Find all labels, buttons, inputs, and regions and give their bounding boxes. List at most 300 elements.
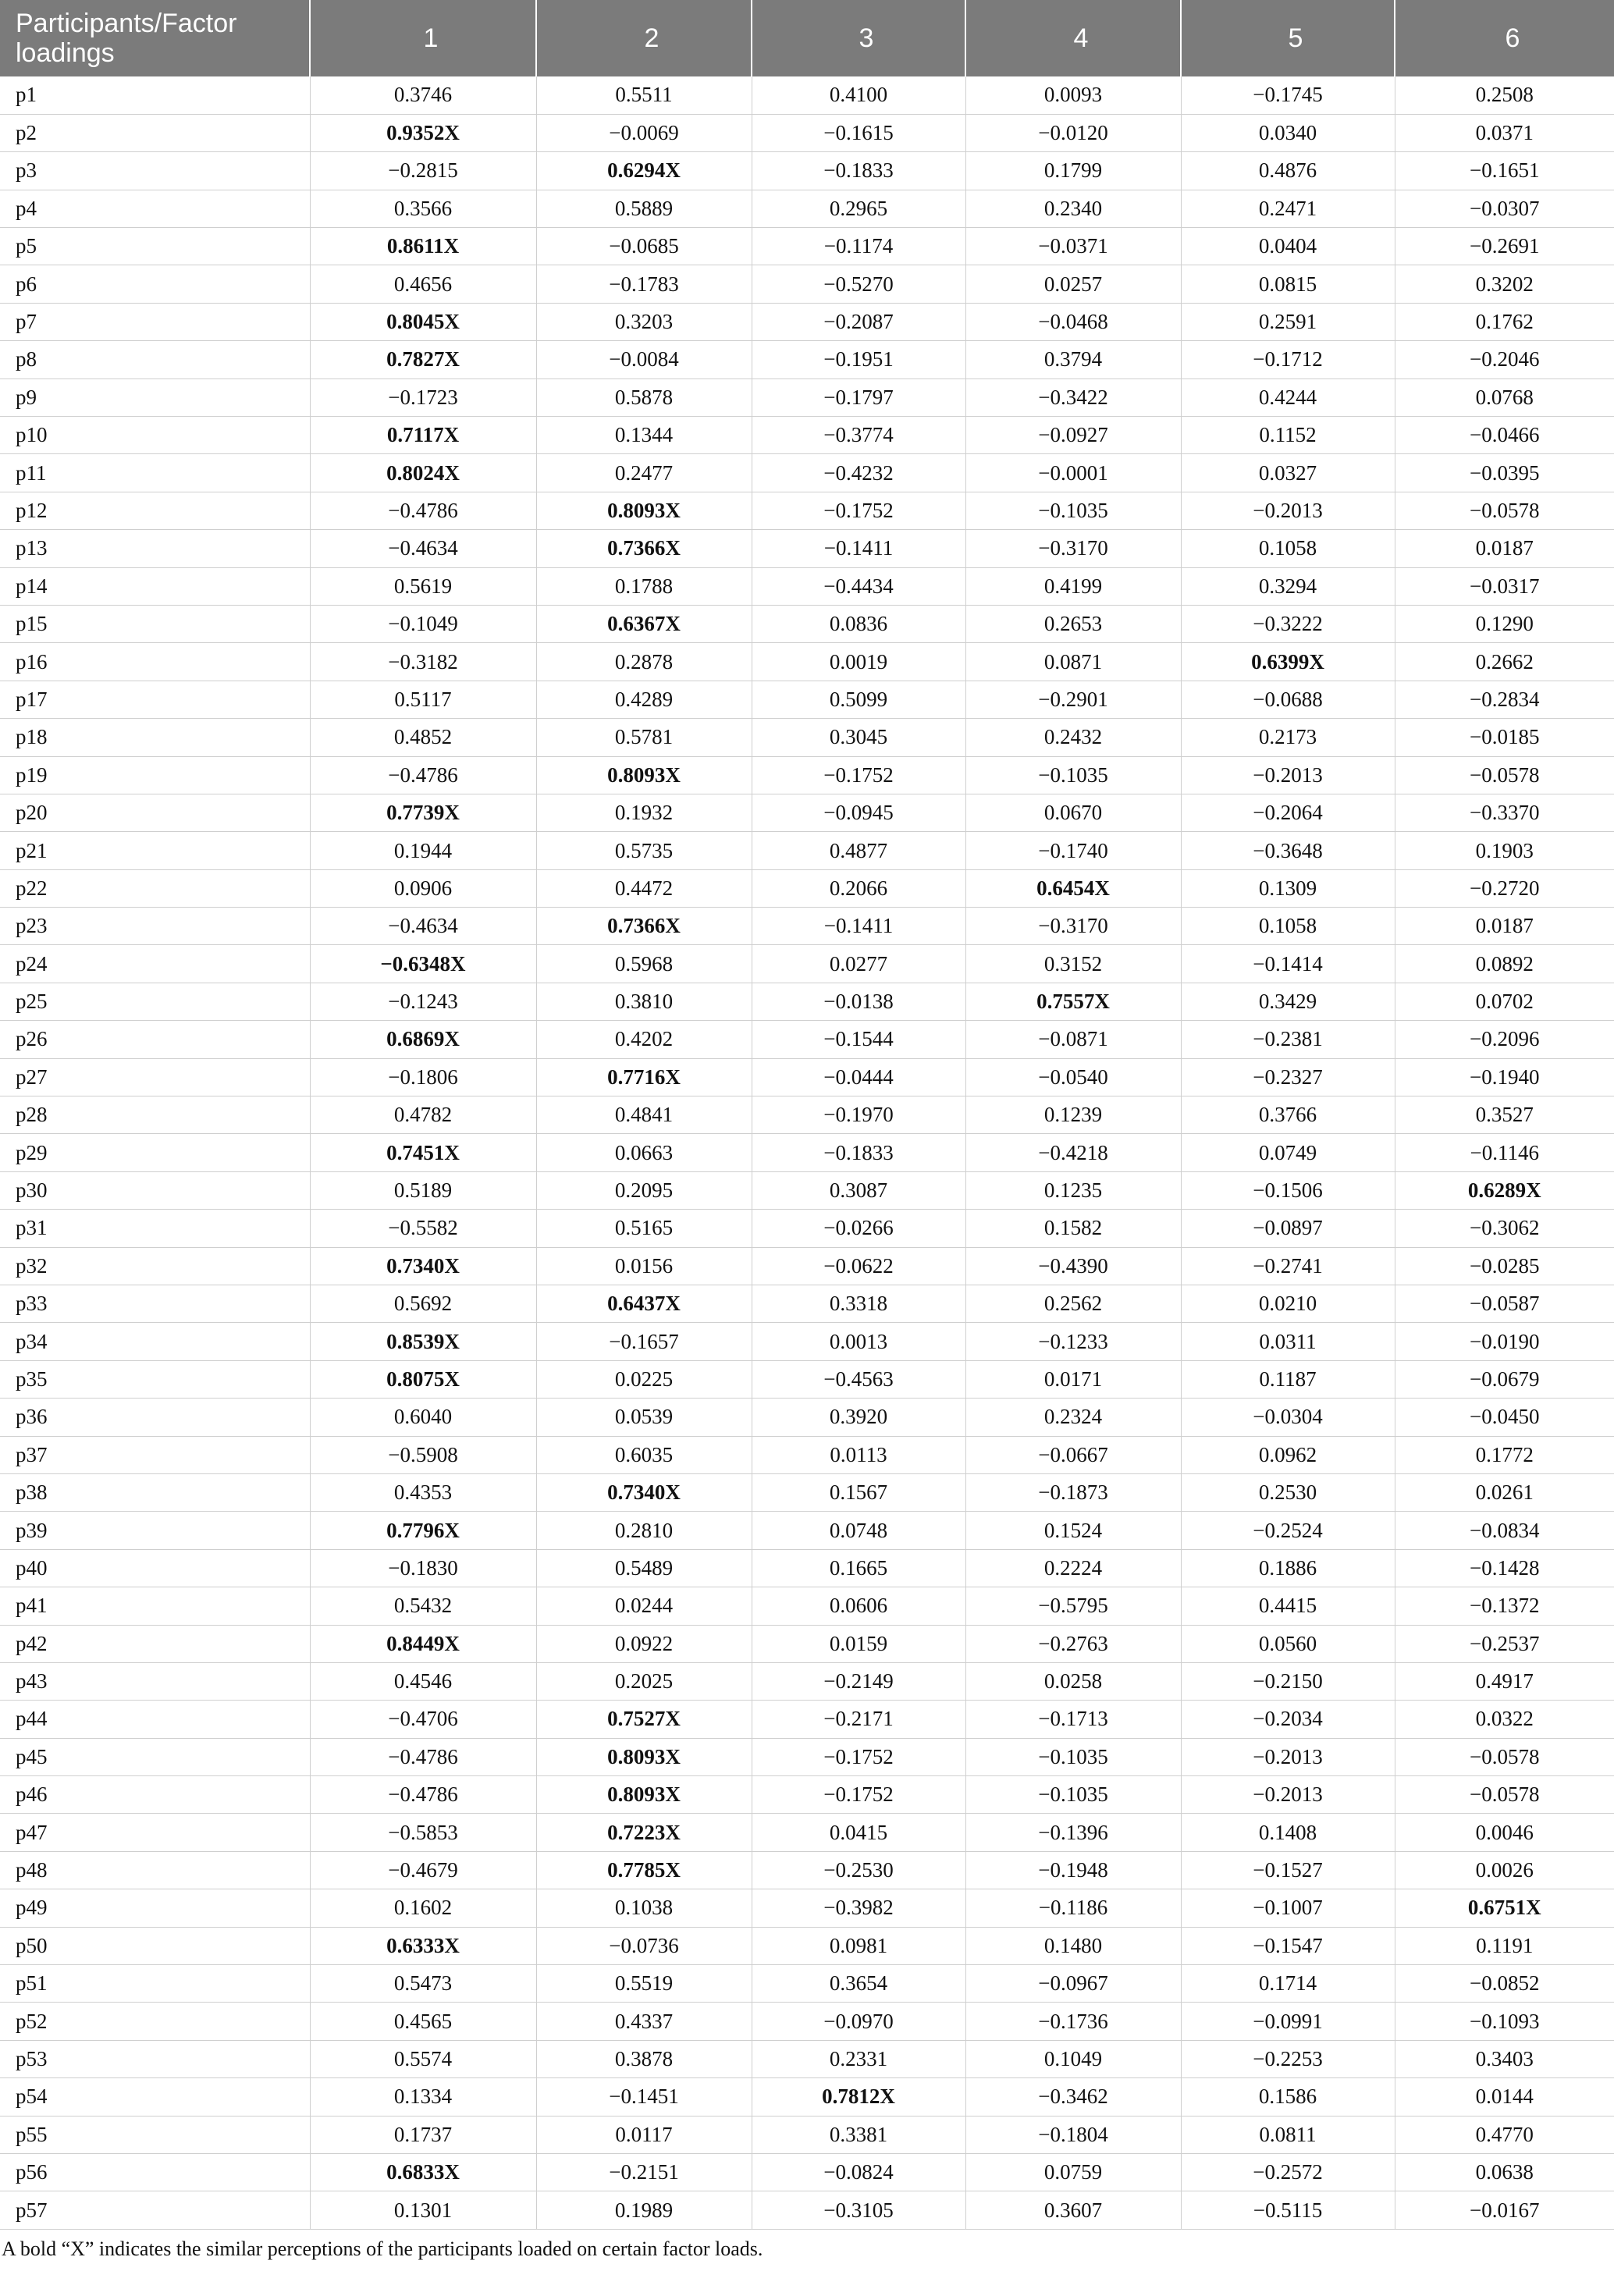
table-row [0,1587,1614,1625]
loading-factor-3: 0.0113 [752,1436,965,1473]
participant-id: p38 [0,1473,310,1511]
table-row [0,908,1614,945]
loading-factor-1: 0.9352X [310,114,536,151]
loading-factor-4: 0.1049 [965,2040,1181,2077]
loading-factor-3: −0.1833 [752,1134,965,1171]
participant-id: p2 [0,114,310,151]
table-row [0,417,1614,454]
loading-factor-5: 0.0311 [1181,1323,1395,1360]
loading-factor-4: −0.1233 [965,1323,1181,1360]
participant-id: p11 [0,454,310,492]
loading-factor-4: 0.1239 [965,1096,1181,1134]
loading-factor-3: −0.4232 [752,454,965,492]
loading-factor-6: 0.1903 [1395,832,1614,869]
loading-factor-5: −0.2064 [1181,794,1395,831]
loading-factor-6: 0.0026 [1395,1851,1614,1889]
participant-id: p21 [0,832,310,869]
loading-factor-4: −0.3170 [965,908,1181,945]
loading-factor-4: 0.1582 [965,1210,1181,1247]
loading-factor-4: 0.3152 [965,945,1181,983]
loading-factor-1: 0.5189 [310,1171,536,1209]
loading-factor-3: −0.2149 [752,1662,965,1700]
loading-factor-4: −0.2901 [965,681,1181,718]
loading-factor-1: −0.6348X [310,945,536,983]
table-row [0,1323,1614,1360]
loading-factor-3: 0.0836 [752,605,965,642]
loading-factor-5: 0.1058 [1181,530,1395,567]
loading-factor-1: −0.1830 [310,1549,536,1587]
loading-factor-3: −0.0970 [752,2003,965,2040]
loading-factor-4: −0.1035 [965,1738,1181,1775]
loading-factor-6: −0.1146 [1395,1134,1614,1171]
participant-id: p35 [0,1360,310,1398]
loading-factor-4: −0.3170 [965,530,1181,567]
loading-factor-3: 0.7812X [752,2078,965,2116]
table-row [0,1399,1614,1436]
loading-factor-1: 0.7340X [310,1247,536,1285]
loading-factor-5: −0.1527 [1181,1851,1395,1889]
loading-factor-1: 0.7796X [310,1512,536,1549]
table-row [0,454,1614,492]
participant-id: p33 [0,1285,310,1323]
loading-factor-1: 0.6333X [310,1927,536,1964]
loading-factor-1: −0.4786 [310,492,536,529]
loading-factor-6: 0.0144 [1395,2078,1614,2116]
loading-factor-4: 0.6454X [965,869,1181,907]
loading-factor-5: −0.1007 [1181,1889,1395,1927]
participant-id: p15 [0,605,310,642]
table-row [0,1210,1614,1247]
participant-id: p23 [0,908,310,945]
loading-factor-5: −0.2013 [1181,1738,1395,1775]
table-row [0,567,1614,605]
participant-id: p19 [0,756,310,794]
participant-id: p6 [0,265,310,303]
loading-factor-1: −0.4786 [310,1738,536,1775]
loading-factor-3: −0.1752 [752,492,965,529]
loading-factor-6: 0.0892 [1395,945,1614,983]
loading-factor-6: 0.1772 [1395,1436,1614,1473]
loading-factor-6: 0.4770 [1395,2116,1614,2153]
table-row [0,2040,1614,2077]
loading-factor-5: −0.2013 [1181,756,1395,794]
header-participants: Participants/Factor loadings [0,0,310,76]
loading-factor-6: 0.0187 [1395,908,1614,945]
loading-factor-1: −0.4786 [310,756,536,794]
loading-factor-3: −0.3982 [752,1889,965,1927]
loading-factor-4: −0.1035 [965,756,1181,794]
loading-factor-5: −0.0991 [1181,2003,1395,2040]
loading-factor-6: 0.1290 [1395,605,1614,642]
loading-factor-1: 0.5117 [310,681,536,718]
loading-factor-2: 0.7716X [536,1058,752,1096]
loading-factor-2: 0.0539 [536,1399,752,1436]
loading-factor-2: 0.0922 [536,1625,752,1662]
participant-id: p14 [0,567,310,605]
loading-factor-4: −0.1873 [965,1473,1181,1511]
loading-factor-3: 0.0606 [752,1587,965,1625]
loading-factor-6: 0.0046 [1395,1814,1614,1851]
table-row [0,1436,1614,1473]
loading-factor-3: 0.3920 [752,1399,965,1436]
loading-factor-6: 0.3202 [1395,265,1614,303]
table-row [0,1701,1614,1738]
loading-factor-3: −0.1752 [752,756,965,794]
participant-id: p31 [0,1210,310,1247]
loading-factor-4: 0.1524 [965,1512,1181,1549]
table-row [0,1360,1614,1398]
loading-factor-6: −0.0395 [1395,454,1614,492]
loading-factor-2: 0.6367X [536,605,752,642]
loading-factor-2: −0.0069 [536,114,752,151]
loading-factor-5: −0.1414 [1181,945,1395,983]
participant-id: p57 [0,2191,310,2229]
participant-id: p37 [0,1436,310,1473]
loading-factor-6: 0.3403 [1395,2040,1614,2077]
header-factor-2: 2 [536,0,752,76]
table-row [0,1512,1614,1549]
loading-factor-3: 0.4877 [752,832,965,869]
loading-factor-2: 0.3203 [536,303,752,340]
loading-factor-6: −0.0190 [1395,1323,1614,1360]
loading-factor-3: 0.3654 [752,1965,965,2003]
loading-factor-5: 0.1886 [1181,1549,1395,1587]
table-row [0,2153,1614,2191]
loading-factor-6: 0.3527 [1395,1096,1614,1134]
loading-factor-6: −0.0578 [1395,1738,1614,1775]
loading-factor-5: −0.2381 [1181,1021,1395,1058]
loading-factor-1: −0.1243 [310,983,536,1020]
participant-id: p29 [0,1134,310,1171]
loading-factor-6: 0.0638 [1395,2153,1614,2191]
loading-factor-5: −0.1745 [1181,76,1395,114]
loading-factor-6: −0.0578 [1395,1776,1614,1814]
loading-factor-1: 0.8449X [310,1625,536,1662]
loading-factor-2: 0.5889 [536,190,752,227]
loading-factor-5: 0.0815 [1181,265,1395,303]
loading-factor-4: −0.1396 [965,1814,1181,1851]
loading-factor-6: 0.1191 [1395,1927,1614,1964]
participant-id: p4 [0,190,310,227]
loading-factor-6: −0.3370 [1395,794,1614,831]
loading-factor-4: −0.0871 [965,1021,1181,1058]
loading-factor-6: −0.1372 [1395,1587,1614,1625]
loading-factor-6: 0.0261 [1395,1473,1614,1511]
loading-factor-5: −0.2013 [1181,492,1395,529]
loading-factor-3: −0.2171 [752,1701,965,1738]
loading-factor-2: 0.6035 [536,1436,752,1473]
participant-id: p18 [0,719,310,756]
loading-factor-2: 0.5165 [536,1210,752,1247]
loading-factor-3: 0.3087 [752,1171,965,1209]
table-row [0,152,1614,190]
loading-factor-2: 0.8093X [536,1776,752,1814]
loading-factor-4: −0.3462 [965,2078,1181,2116]
loading-factor-6: −0.0450 [1395,1399,1614,1436]
loading-factor-3: −0.1411 [752,908,965,945]
loading-factor-3: 0.2331 [752,2040,965,2077]
loading-factor-3: 0.0748 [752,1512,965,1549]
loading-factor-2: 0.1932 [536,794,752,831]
loading-factor-3: 0.2965 [752,190,965,227]
loading-factor-2: 0.2025 [536,1662,752,1700]
loading-factor-3: −0.1174 [752,228,965,265]
loading-factor-2: 0.1038 [536,1889,752,1927]
loading-factor-3: −0.2530 [752,1851,965,1889]
loading-factor-4: 0.2562 [965,1285,1181,1323]
loading-factor-5: 0.2173 [1181,719,1395,756]
loading-factor-6: −0.2096 [1395,1021,1614,1058]
participant-id: p26 [0,1021,310,1058]
loading-factor-6: 0.2662 [1395,643,1614,681]
table-row [0,341,1614,379]
participant-id: p56 [0,2153,310,2191]
table-row [0,756,1614,794]
loading-factor-5: 0.6399X [1181,643,1395,681]
header-row [0,0,1614,76]
loading-factor-1: 0.8539X [310,1323,536,1360]
table-body [0,76,1614,2229]
loading-factor-3: −0.2087 [752,303,965,340]
loading-factor-2: 0.2477 [536,454,752,492]
table-row [0,1814,1614,1851]
loading-factor-3: 0.2066 [752,869,965,907]
table-row [0,1776,1614,1814]
loading-factor-1: 0.4565 [310,2003,536,2040]
loading-factor-6: −0.2691 [1395,228,1614,265]
loading-factor-1: −0.4634 [310,530,536,567]
loading-factor-1: −0.4706 [310,1701,536,1738]
loading-factor-4: 0.0759 [965,2153,1181,2191]
loading-factor-5: −0.2034 [1181,1701,1395,1738]
loading-factor-5: 0.0811 [1181,2116,1395,2153]
loading-factor-1: 0.4353 [310,1473,536,1511]
loading-factor-3: 0.3045 [752,719,965,756]
loading-factor-6: −0.1093 [1395,2003,1614,2040]
loading-factor-1: 0.3566 [310,190,536,227]
loading-factor-4: −0.0927 [965,417,1181,454]
loading-factor-3: −0.0266 [752,1210,965,1247]
loading-factor-2: 0.7366X [536,530,752,567]
loading-factor-3: 0.0019 [752,643,965,681]
loading-factor-6: 0.0371 [1395,114,1614,151]
participant-id: p54 [0,2078,310,2116]
loading-factor-4: −0.1948 [965,1851,1181,1889]
loading-factor-6: −0.0307 [1395,190,1614,227]
loading-factor-4: −0.1713 [965,1701,1181,1738]
loading-factor-4: 0.2224 [965,1549,1181,1587]
table-row [0,492,1614,529]
loading-factor-1: 0.5473 [310,1965,536,2003]
header-factor-6: 6 [1395,0,1614,76]
loading-factor-1: 0.1737 [310,2116,536,2153]
loading-factor-1: −0.4786 [310,1776,536,1814]
loading-factor-4: −0.0667 [965,1436,1181,1473]
participant-id: p43 [0,1662,310,1700]
loading-factor-6: 0.4917 [1395,1662,1614,1700]
loading-factor-4: 0.0171 [965,1360,1181,1398]
participant-id: p41 [0,1587,310,1625]
participant-id: p27 [0,1058,310,1096]
table-row [0,2191,1614,2229]
loading-factor-1: 0.1944 [310,832,536,869]
loading-factor-5: −0.1547 [1181,1927,1395,1964]
table-row [0,303,1614,340]
loading-factor-5: 0.0560 [1181,1625,1395,1662]
loading-factor-2: −0.0736 [536,1927,752,1964]
table-row [0,869,1614,907]
loading-factor-2: 0.5781 [536,719,752,756]
loading-factor-3: 0.3318 [752,1285,965,1323]
loading-factor-6: −0.3062 [1395,1210,1614,1247]
loading-factor-5: 0.2591 [1181,303,1395,340]
loading-factor-2: 0.7340X [536,1473,752,1511]
participant-id: p36 [0,1399,310,1436]
loading-factor-2: 0.2878 [536,643,752,681]
loading-factor-6: 0.6751X [1395,1889,1614,1927]
loading-factor-1: 0.6833X [310,2153,536,2191]
loading-factor-3: 0.4100 [752,76,965,114]
table-row [0,1965,1614,2003]
table-row [0,228,1614,265]
loading-factor-5: 0.4876 [1181,152,1395,190]
table-row [0,832,1614,869]
participant-id: p39 [0,1512,310,1549]
loading-factor-2: 0.1989 [536,2191,752,2229]
loading-factor-2: −0.1783 [536,265,752,303]
table-row [0,1285,1614,1323]
loading-factor-5: −0.5115 [1181,2191,1395,2229]
participant-id: p12 [0,492,310,529]
participant-id: p1 [0,76,310,114]
loading-factor-5: −0.1506 [1181,1171,1395,1209]
loading-factor-2: 0.7366X [536,908,752,945]
table-row [0,2078,1614,2116]
loading-factor-1: 0.7739X [310,794,536,831]
participant-id: p17 [0,681,310,718]
loading-factor-5: 0.1408 [1181,1814,1395,1851]
loading-factor-3: 0.1567 [752,1473,965,1511]
loading-factor-5: 0.1586 [1181,2078,1395,2116]
loading-factor-2: −0.0084 [536,341,752,379]
loading-factor-1: −0.4634 [310,908,536,945]
loading-factor-6: 0.0768 [1395,379,1614,416]
loading-factor-5: 0.1058 [1181,908,1395,945]
loading-factor-2: 0.3810 [536,983,752,1020]
loading-factor-2: 0.5878 [536,379,752,416]
loading-factor-2: −0.1657 [536,1323,752,1360]
loading-factor-6: −0.0466 [1395,417,1614,454]
loading-factor-2: 0.4202 [536,1021,752,1058]
loading-factor-2: 0.5489 [536,1549,752,1587]
loading-factor-5: −0.2013 [1181,1776,1395,1814]
header-factor-1: 1 [310,0,536,76]
loading-factor-6: 0.1762 [1395,303,1614,340]
loading-factor-4: −0.0967 [965,1965,1181,2003]
table-row [0,76,1614,114]
loading-factor-1: 0.6869X [310,1021,536,1058]
loading-factor-4: −0.0371 [965,228,1181,265]
loading-factor-6: −0.0167 [1395,2191,1614,2229]
loading-factor-1: 0.6040 [310,1399,536,1436]
table-row [0,190,1614,227]
loading-factor-1: −0.3182 [310,643,536,681]
loading-factor-2: 0.7527X [536,1701,752,1738]
table-row [0,1473,1614,1511]
table-row [0,1096,1614,1134]
loading-factor-1: 0.1334 [310,2078,536,2116]
loading-factor-2: 0.2095 [536,1171,752,1209]
participant-id: p44 [0,1701,310,1738]
loading-factor-4: −0.5795 [965,1587,1181,1625]
loading-factor-5: 0.0962 [1181,1436,1395,1473]
table-row [0,643,1614,681]
loading-factor-6: −0.0185 [1395,719,1614,756]
table-header [0,0,1614,76]
participant-id: p50 [0,1927,310,1964]
loading-factor-2: 0.3878 [536,2040,752,2077]
loading-factor-4: −0.0468 [965,303,1181,340]
loading-factor-5: 0.0749 [1181,1134,1395,1171]
participant-id: p34 [0,1323,310,1360]
participant-id: p45 [0,1738,310,1775]
loading-factor-5: 0.2530 [1181,1473,1395,1511]
participant-id: p5 [0,228,310,265]
loading-factor-2: 0.0225 [536,1360,752,1398]
participant-id: p40 [0,1549,310,1587]
table-row [0,114,1614,151]
loading-factor-4: −0.1035 [965,492,1181,529]
table-row [0,794,1614,831]
loading-factor-6: 0.0322 [1395,1701,1614,1738]
loading-factor-2: 0.8093X [536,492,752,529]
loading-factor-1: 0.0906 [310,869,536,907]
loading-factor-4: 0.7557X [965,983,1181,1020]
participant-id: p20 [0,794,310,831]
loading-factor-5: −0.2572 [1181,2153,1395,2191]
participant-id: p47 [0,1814,310,1851]
table-row [0,1171,1614,1209]
loading-factor-2: 0.0156 [536,1247,752,1285]
loading-factor-2: 0.4289 [536,681,752,718]
loading-factor-2: 0.4841 [536,1096,752,1134]
loading-factor-6: −0.0317 [1395,567,1614,605]
loading-factor-5: −0.3648 [1181,832,1395,869]
loading-factor-2: 0.2810 [536,1512,752,1549]
loading-factor-6: −0.0834 [1395,1512,1614,1549]
loading-factor-1: 0.1301 [310,2191,536,2229]
loading-factor-1: −0.4679 [310,1851,536,1889]
loading-factor-2: 0.5511 [536,76,752,114]
loading-factor-3: 0.5099 [752,681,965,718]
loading-factor-5: −0.2327 [1181,1058,1395,1096]
loading-factor-5: 0.0340 [1181,114,1395,151]
loading-factor-3: 0.0013 [752,1323,965,1360]
participant-id: p25 [0,983,310,1020]
loading-factor-2: 0.6294X [536,152,752,190]
loading-factor-4: −0.0001 [965,454,1181,492]
loading-factor-1: 0.1602 [310,1889,536,1927]
loading-factor-3: −0.3105 [752,2191,965,2229]
loading-factor-5: −0.0897 [1181,1210,1395,1247]
loading-factor-4: −0.1035 [965,1776,1181,1814]
loading-factor-2: 0.1344 [536,417,752,454]
participant-id: p7 [0,303,310,340]
loading-factor-5: 0.3294 [1181,567,1395,605]
loading-factor-3: −0.0622 [752,1247,965,1285]
loading-factor-1: −0.5582 [310,1210,536,1247]
loading-factor-3: −0.1411 [752,530,965,567]
